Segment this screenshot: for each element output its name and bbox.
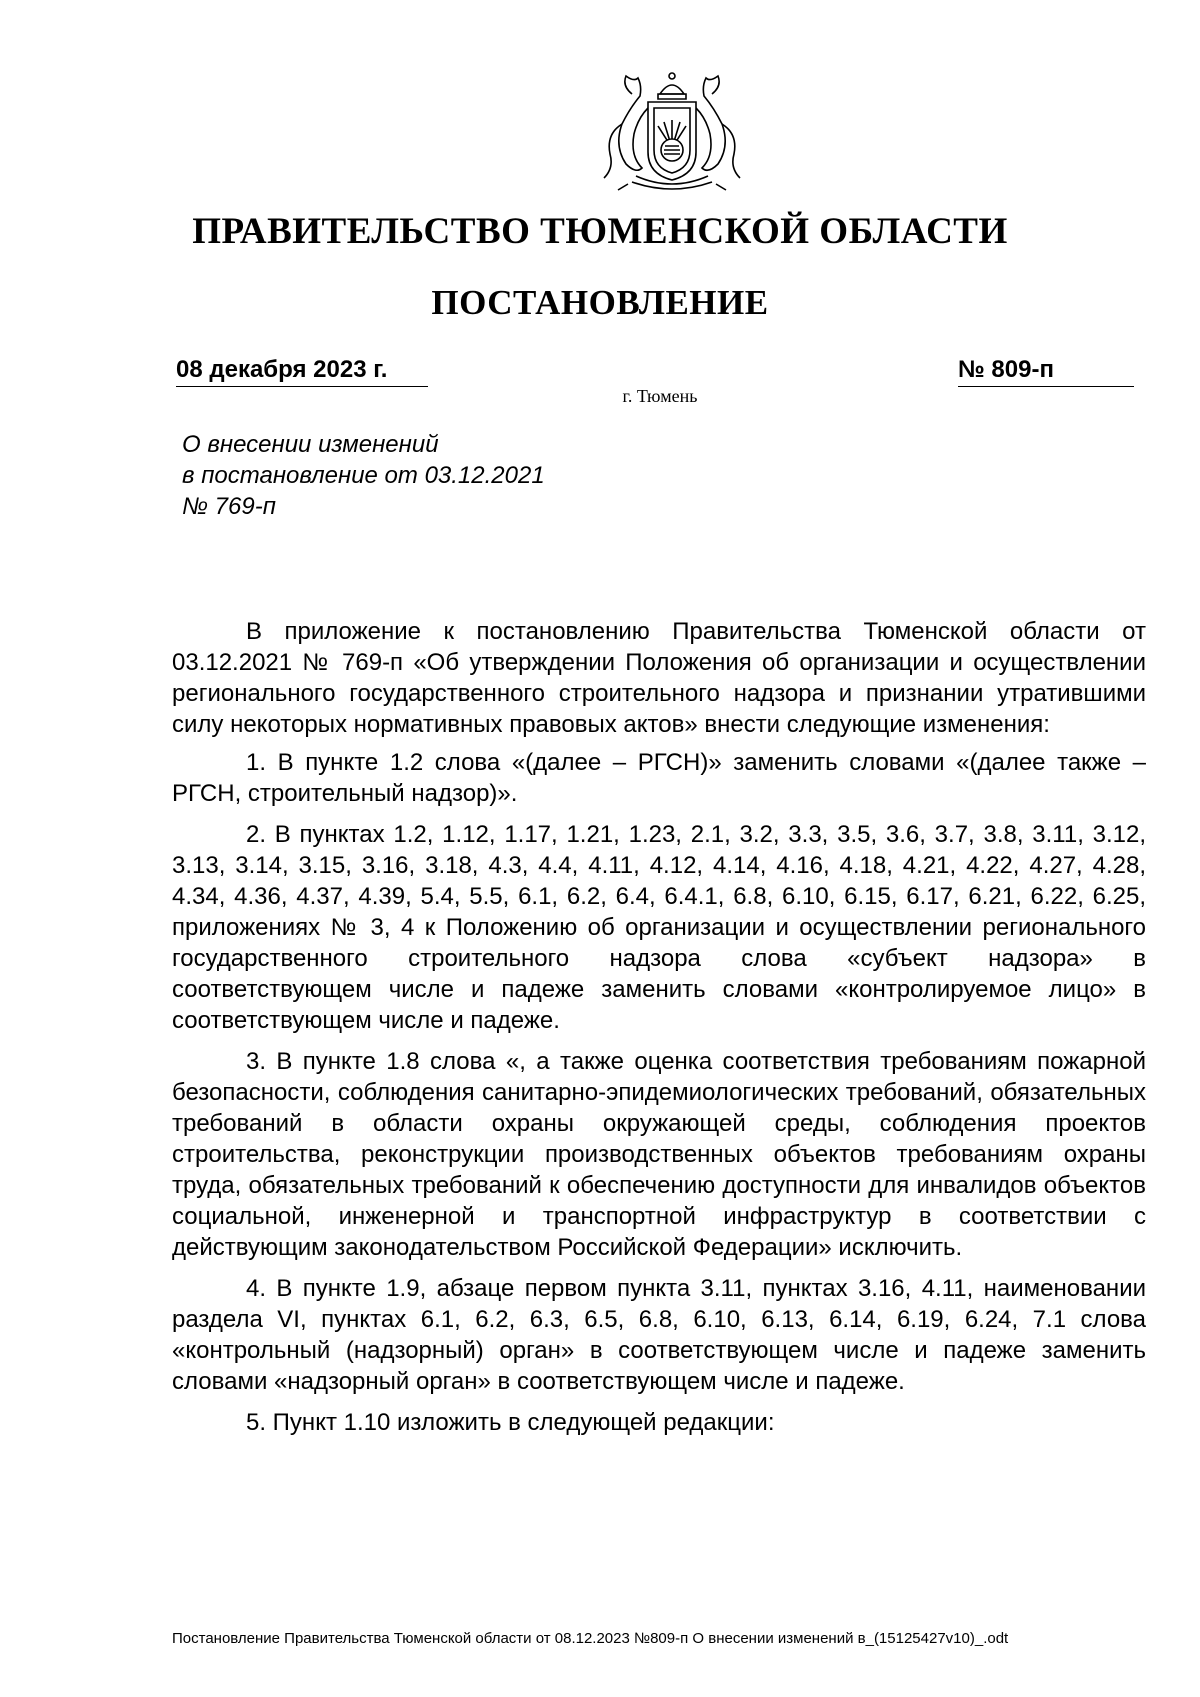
- document-body: [172, 616, 1146, 1448]
- city-label: г. Тюмень: [622, 386, 698, 406]
- subject-line: № 769-п: [182, 493, 276, 520]
- item-paragraph: 3. В пункте 1.8 слова «, а также оценка соответствия требованиям пожарной безопасности, соблюдения санитарно-эпидемиологических требований, обязательных требований в области охраны окружающей среды, соблюдения проектов строительства, реконструкции производственных объектов требованиям охраны труда, обязательных требований к обеспечению доступности для инвалидов объектов социальной, инженерной и транспортной инфраструктур в соответствии с действующим законодательством Российской Федерации» исключить.: [172, 1048, 1146, 1261]
- document-number: № 809-п: [958, 356, 1134, 387]
- page-footer: Постановление Правительства Тюменской области от 08.12.2023 №809-п О внесении изменений в_(15125427v10)_.odt: [172, 1630, 1009, 1647]
- document-type-title: ПОСТАНОВЛЕНИЕ: [431, 283, 769, 322]
- document-date: 08 декабря 2023 г.: [176, 356, 428, 387]
- coat-of-arms-icon: [592, 68, 752, 194]
- intro-paragraph: В приложение к постановлению Правительства Тюменской области от 03.12.2021 № 769-п «Об утверждении Положения об организации и осуществлении регионального государственного строительного надзора и признании утратившими силу некоторых нормативных правовых актов» внести следующие изменения:: [172, 618, 1146, 738]
- item-paragraph: 1. В пункте 1.2 слова «(далее – РГСН)» заменить словами «(далее также – РГСН, строительный надзор)».: [172, 749, 1146, 807]
- document-subject: [182, 429, 545, 522]
- subject-line: О внесении изменений: [182, 431, 439, 458]
- subject-line: в постановление от 03.12.2021: [182, 462, 545, 489]
- item-paragraph: 2. В пунктах 1.2, 1.12, 1.17, 1.21, 1.23, 2.1, 3.2, 3.3, 3.5, 3.6, 3.7, 3.8, 3.11, 3.12, 3.13, 3.14, 3.15, 3.16, 3.18, 4.3, 4.4, 4.11, 4.12, 4.14, 4.16, 4.18, 4.21, 4.22, 4.27, 4.28, 4.34, 4.36, 4.37, 4.39, 5.4, 5.5, 6.1, 6.2, 6.4, 6.4.1, 6.8, 6.10, 6.15, 6.17, 6.21, 6.22, 6.25, приложениях № 3, 4 к Положению об организации и осуществлении регионального государственного строительного надзора слова «субъект надзора» в соответствующем числе и падеже заменить словами «контролируемое лицо» в соответствующем числе и падеже.: [172, 821, 1146, 1034]
- item-paragraph: 4. В пункте 1.9, абзаце первом пункта 3.11, пунктах 3.16, 4.11, наименовании раздела VI, пунктах 6.1, 6.2, 6.3, 6.5, 6.8, 6.10, 6.13, 6.14, 6.19, 6.24, 7.1 слова «контрольный (надзорный) орган» в соответствующем числе и падеже заменить словами «надзорный орган» в соответствующем числе и падеже.: [172, 1275, 1146, 1395]
- item-paragraph: 5. Пункт 1.10 изложить в следующей редакции:: [246, 1409, 775, 1436]
- authority-title: ПРАВИТЕЛЬСТВО ТЮМЕНСКОЙ ОБЛАСТИ: [192, 211, 1008, 252]
